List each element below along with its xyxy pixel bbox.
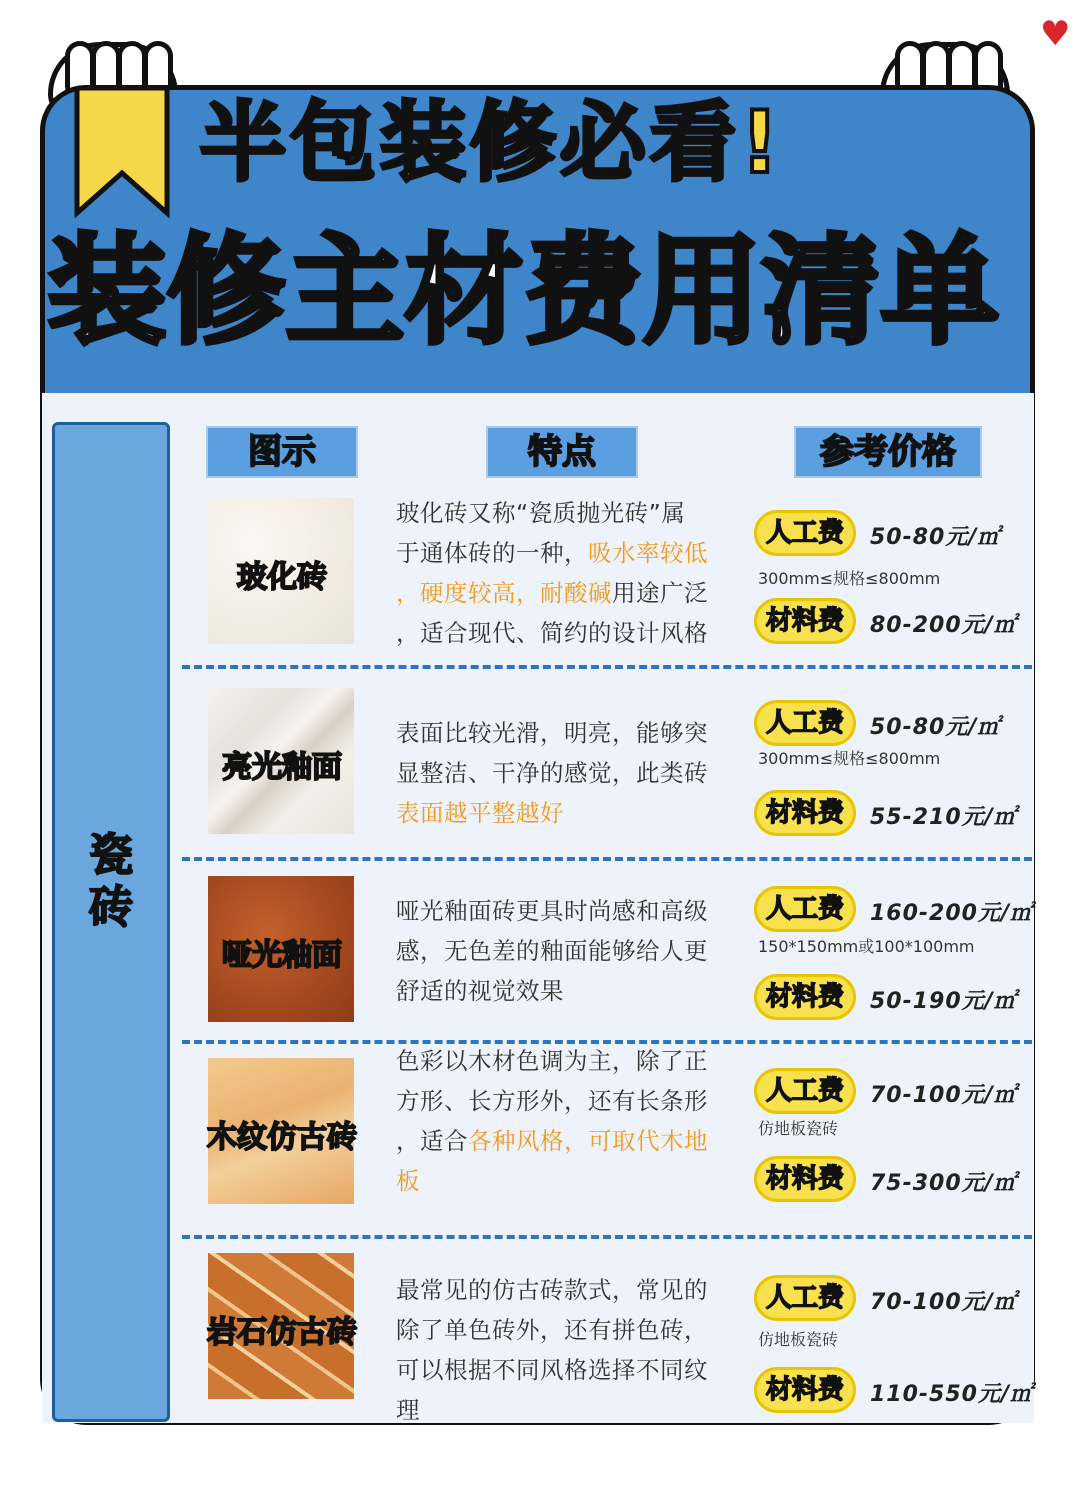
row-divider: [182, 1235, 1032, 1239]
tile-name: 岩石仿古砖: [207, 1315, 357, 1350]
highlight-text: 吸水率较低: [588, 539, 708, 567]
material-price: 50-190元/㎡: [870, 989, 1017, 1014]
tile-description-line: [396, 932, 726, 972]
bookmark-ribbon-icon: [72, 88, 172, 218]
material-price: 110-550元/㎡: [870, 1382, 1034, 1407]
material-price: 75-300元/㎡: [870, 1171, 1017, 1196]
material-cost-badge: 材料费: [754, 974, 856, 1020]
description-text: ，适合现代、简约的设计风格: [396, 619, 708, 647]
tile-description-line: [396, 1122, 726, 1162]
tile-row: [182, 1047, 1032, 1230]
description-text: 除了单色砖外，还有拼色砖，: [396, 1316, 708, 1344]
category-sidebar: [52, 422, 170, 1422]
material-cost-badge: 材料费: [754, 1156, 856, 1202]
description-text: 色彩以木材色调为主，除了正: [396, 1047, 708, 1075]
description-text: ，适合: [396, 1127, 468, 1155]
tile-description-line: [396, 892, 726, 932]
tile-name: 木纹仿古砖: [207, 1120, 357, 1155]
header-image: 图示: [206, 426, 358, 478]
tile-name: 玻化砖: [237, 560, 327, 595]
tile-description-line: [396, 1082, 726, 1122]
description-text: 玻化砖又称“瓷质抛光砖”属: [396, 499, 686, 527]
header-price: 参考价格: [794, 426, 982, 478]
tile-name: 哑光釉面: [222, 938, 342, 973]
tile-row: [182, 680, 1032, 850]
description-text: 显整洁、干净的感觉，此类砖: [396, 759, 708, 787]
labor-cost-badge: 人工费: [754, 700, 856, 746]
tile-description-line: [396, 1162, 726, 1202]
tile-description-line: [396, 1271, 726, 1311]
material-price: 55-210元/㎡: [870, 805, 1017, 830]
category-label: 瓷 砖: [89, 830, 133, 933]
title-line-1: 半包装修必看!: [200, 93, 784, 193]
tile-description-line: [396, 1042, 726, 1082]
labor-price: 160-200元/㎡: [870, 901, 1034, 926]
description-text: 可以根据不同风格选择不同纹: [396, 1356, 708, 1384]
labor-price: 50-80元/㎡: [870, 525, 1001, 550]
tile-row: [182, 1245, 1034, 1424]
labor-cost-badge: 人工费: [754, 886, 856, 932]
tile-spec: 150*150mm或100*100mm: [758, 937, 975, 956]
row-divider: [182, 857, 1032, 861]
description-text: 理: [396, 1396, 420, 1424]
tile-row: [182, 868, 1032, 1033]
header-features: 特点: [486, 426, 638, 478]
labor-price: 50-80元/㎡: [870, 715, 1001, 740]
material-cost-badge: 材料费: [754, 598, 856, 644]
material-cost-badge: 材料费: [754, 790, 856, 836]
row-divider: [182, 1040, 1032, 1044]
labor-price: 70-100元/㎡: [870, 1083, 1017, 1108]
description-text: 用途广泛: [612, 579, 708, 607]
material-price: 80-200元/㎡: [870, 613, 1017, 638]
labor-cost-badge: 人工费: [754, 510, 856, 556]
highlight-text: ，硬度较高，耐酸碱: [396, 579, 612, 607]
tile-description-line: [396, 754, 726, 794]
row-divider: [182, 665, 1032, 669]
tile-row: [182, 490, 1032, 660]
tile-description-line: [396, 574, 726, 614]
material-cost-badge: 材料费: [754, 1367, 856, 1413]
description-text: 表面比较光滑，明亮，能够突: [396, 719, 708, 747]
highlight-text: 各种风格，可取代木地: [468, 1127, 708, 1155]
tile-spec: 300mm≤规格≤800mm: [758, 569, 941, 588]
tile-description-line: [396, 614, 726, 654]
description-text: 舒适的视觉效果: [396, 977, 564, 1005]
highlight-text: 表面越平整越好: [396, 799, 564, 827]
tile-description-line: [396, 714, 726, 754]
tile-spec: 仿地板瓷砖: [758, 1330, 839, 1349]
description-text: 哑光釉面砖更具时尚感和高级: [396, 897, 708, 925]
tile-description-line: [396, 1311, 726, 1351]
labor-price: 70-100元/㎡: [870, 1290, 1017, 1315]
description-text: 于通体砖的一种，: [396, 539, 588, 567]
tile-description-line: [396, 794, 726, 834]
description-text: 感，无色差的釉面能够给人更: [396, 937, 708, 965]
tile-spec: 300mm≤规格≤800mm: [758, 749, 941, 768]
tile-description-line: [396, 1391, 726, 1431]
tile-description-line: [396, 1351, 726, 1391]
title-line-2: 装修主材费用清单: [48, 222, 1001, 360]
heart-icon: ♥: [1040, 14, 1071, 54]
tile-description-line: [396, 534, 726, 574]
description-text: 方形、长方形外，还有长条形: [396, 1087, 708, 1115]
labor-cost-badge: 人工费: [754, 1275, 856, 1321]
tile-name: 亮光釉面: [222, 750, 342, 785]
description-text: 最常见的仿古砖款式，常见的: [396, 1276, 708, 1304]
highlight-text: 板: [396, 1167, 420, 1195]
labor-cost-badge: 人工费: [754, 1068, 856, 1114]
tile-description-line: [396, 972, 726, 1012]
tile-description-line: [396, 494, 726, 534]
tile-spec: 仿地板瓷砖: [758, 1119, 839, 1138]
